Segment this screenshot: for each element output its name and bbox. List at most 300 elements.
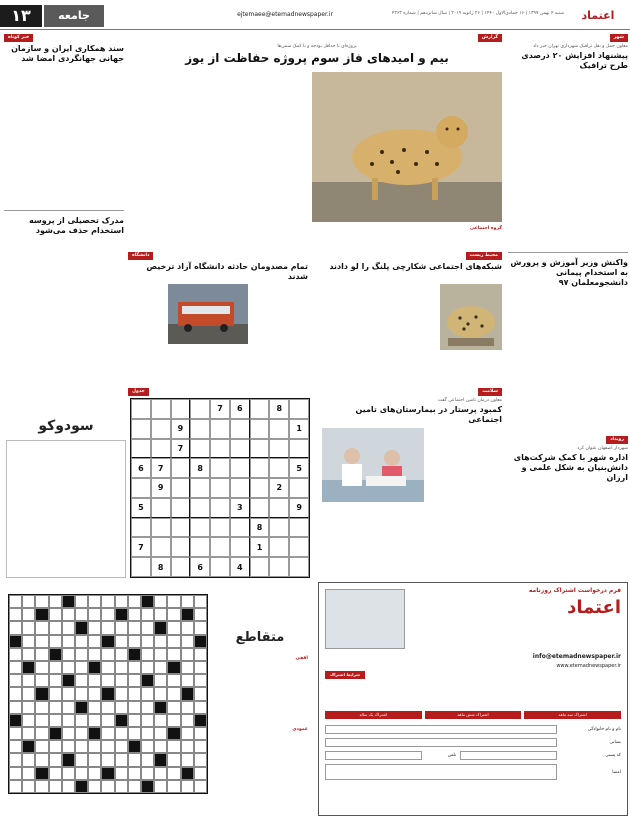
sudoku-cell[interactable] — [210, 458, 230, 478]
crossword-cell[interactable] — [49, 714, 62, 727]
crossword-cell[interactable] — [88, 648, 101, 661]
crossword-cell[interactable] — [88, 674, 101, 687]
name-field[interactable] — [325, 725, 557, 734]
sudoku-cell[interactable] — [230, 458, 250, 478]
sudoku-cell[interactable] — [250, 419, 270, 439]
signature-field[interactable] — [325, 764, 557, 780]
crossword-cell[interactable] — [35, 780, 48, 793]
crossword-cell[interactable] — [115, 621, 128, 634]
sudoku-cell[interactable] — [151, 518, 171, 538]
health-body2 — [322, 506, 424, 578]
crossword-cell[interactable] — [35, 595, 48, 608]
crossword-cell[interactable] — [194, 621, 207, 634]
crossword-cell[interactable] — [75, 595, 88, 608]
sudoku-cell[interactable] — [289, 478, 309, 498]
crossword-cell[interactable] — [167, 687, 180, 700]
crossword-cell[interactable] — [181, 740, 194, 753]
crossword-cell[interactable] — [35, 753, 48, 766]
crossword-cell[interactable] — [115, 753, 128, 766]
crossword-black-cell — [101, 687, 114, 700]
tag-city: شهر — [610, 34, 628, 42]
plan-quarterly[interactable]: اشتراک سه ماهه — [524, 711, 621, 719]
phone-field[interactable] — [325, 751, 422, 760]
crossword-cell[interactable] — [194, 608, 207, 621]
crossword-cell[interactable] — [9, 753, 22, 766]
crossword-cell[interactable] — [35, 648, 48, 661]
crossword-cell[interactable] — [62, 661, 75, 674]
crossword-cell[interactable] — [62, 701, 75, 714]
sudoku-cell[interactable]: 7 — [171, 439, 191, 459]
section-email[interactable]: ejtemaee@etemadnewspaper.ir — [237, 11, 333, 18]
sudoku-cell[interactable] — [210, 537, 230, 557]
crossword-cell[interactable] — [154, 714, 167, 727]
page-header — [0, 0, 630, 30]
crossword-cell[interactable] — [181, 753, 194, 766]
sudoku-cell[interactable] — [269, 498, 289, 518]
crossword-cell[interactable] — [62, 740, 75, 753]
crossword-cell[interactable] — [154, 740, 167, 753]
plan-yearly[interactable]: اشتراک یک ساله — [325, 711, 422, 719]
crossword-cell[interactable] — [49, 767, 62, 780]
sudoku-cell[interactable] — [289, 399, 309, 419]
sudoku-cell[interactable] — [210, 439, 230, 459]
crossword-cell[interactable] — [128, 753, 141, 766]
crossword-black-cell — [141, 674, 154, 687]
crossword-cell[interactable] — [167, 740, 180, 753]
crossword-cell[interactable] — [128, 767, 141, 780]
crossword-cell[interactable] — [167, 753, 180, 766]
crossword-cell[interactable] — [128, 635, 141, 648]
sudoku-cell[interactable] — [230, 419, 250, 439]
crossword-grid[interactable] — [8, 594, 208, 794]
crossword-cell[interactable] — [154, 608, 167, 621]
sudoku-cell[interactable] — [269, 419, 289, 439]
crossword-cell[interactable] — [101, 727, 114, 740]
crossword-black-cell — [115, 608, 128, 621]
crossword-cell[interactable] — [22, 674, 35, 687]
crossword-cell[interactable] — [115, 767, 128, 780]
crossword-cell[interactable] — [154, 595, 167, 608]
crossword-cell[interactable] — [35, 714, 48, 727]
crossword-cell[interactable] — [141, 714, 154, 727]
crossword-cell[interactable] — [88, 767, 101, 780]
crossword-cell[interactable] — [141, 767, 154, 780]
crossword-cell[interactable] — [75, 635, 88, 648]
sudoku-cell[interactable]: 7 — [151, 458, 171, 478]
crossword-cell[interactable] — [49, 621, 62, 634]
crossword-cell[interactable] — [9, 767, 22, 780]
crossword-cell[interactable] — [88, 753, 101, 766]
crossword-cell[interactable] — [75, 740, 88, 753]
crossword-cell[interactable] — [141, 740, 154, 753]
crossword-cell[interactable] — [101, 714, 114, 727]
crossword-cell[interactable] — [115, 595, 128, 608]
crossword-cell[interactable] — [154, 648, 167, 661]
crossword-cell[interactable] — [167, 767, 180, 780]
sudoku-cell[interactable] — [131, 439, 151, 459]
subscription-terms-button[interactable]: شرایط اشتراک — [325, 671, 365, 679]
crossword-black-cell — [22, 661, 35, 674]
crossword-cell[interactable] — [128, 595, 141, 608]
sudoku-cell[interactable] — [131, 419, 151, 439]
plan-half-year[interactable]: اشتراک شش ماهه — [425, 711, 522, 719]
sudoku-cell[interactable] — [289, 439, 309, 459]
crossword-cell[interactable] — [167, 780, 180, 793]
crossword-cell[interactable] — [101, 621, 114, 634]
crossword-cell[interactable] — [181, 635, 194, 648]
crossword-cell[interactable] — [167, 595, 180, 608]
crossword-cell[interactable] — [75, 687, 88, 700]
sudoku-cell[interactable]: 1 — [250, 537, 270, 557]
crossword-cell[interactable] — [35, 674, 48, 687]
crossword-cell[interactable] — [101, 701, 114, 714]
crossword-cell[interactable] — [115, 687, 128, 700]
sudoku-cell[interactable] — [151, 439, 171, 459]
crossword-cell[interactable] — [9, 608, 22, 621]
sudoku-cell[interactable]: 1 — [289, 419, 309, 439]
crossword-cell[interactable] — [154, 661, 167, 674]
crossword-cell[interactable] — [35, 661, 48, 674]
sudoku-cell[interactable]: 3 — [230, 498, 250, 518]
sudoku-cell[interactable] — [210, 498, 230, 518]
crossword-cell[interactable] — [22, 767, 35, 780]
crossword-cell[interactable] — [22, 687, 35, 700]
crossword-cell[interactable] — [128, 661, 141, 674]
crossword-cell[interactable] — [128, 727, 141, 740]
sudoku-cell[interactable] — [190, 537, 210, 557]
crossword-cell[interactable] — [62, 714, 75, 727]
sudoku-cell[interactable]: 2 — [269, 478, 289, 498]
crossword-cell[interactable] — [35, 621, 48, 634]
crossword-cell[interactable] — [9, 621, 22, 634]
crossword-cell[interactable] — [194, 648, 207, 661]
crossword-cell[interactable] — [88, 595, 101, 608]
crossword-cell[interactable] — [181, 648, 194, 661]
sudoku-cell[interactable] — [289, 518, 309, 538]
horizontal-clues — [212, 663, 308, 723]
sudoku-cell[interactable] — [250, 478, 270, 498]
crossword-cell[interactable] — [154, 635, 167, 648]
crossword-cell[interactable] — [9, 661, 22, 674]
crossword-cell[interactable] — [88, 714, 101, 727]
crossword-cell[interactable] — [101, 648, 114, 661]
crossword-cell[interactable] — [101, 753, 114, 766]
crossword-cell[interactable] — [128, 780, 141, 793]
crossword-cell[interactable] — [194, 595, 207, 608]
crossword-cell[interactable] — [194, 767, 207, 780]
sudoku-cell[interactable] — [289, 557, 309, 577]
sudoku-cell[interactable] — [250, 439, 270, 459]
crossword-cell[interactable] — [115, 661, 128, 674]
crossword-cell[interactable] — [194, 727, 207, 740]
crossword-cell[interactable] — [62, 608, 75, 621]
crossword-cell[interactable] — [141, 727, 154, 740]
crossword-cell[interactable] — [101, 780, 114, 793]
sudoku-cell[interactable]: 8 — [250, 518, 270, 538]
crossword-cell[interactable] — [22, 595, 35, 608]
crossword-cell[interactable] — [128, 674, 141, 687]
sudoku-cell[interactable] — [269, 458, 289, 478]
crossword-cell[interactable] — [49, 635, 62, 648]
crossword-cell[interactable] — [194, 701, 207, 714]
sudoku-cell[interactable] — [269, 537, 289, 557]
sudoku-cell[interactable]: 5 — [131, 498, 151, 518]
crossword-cell[interactable] — [49, 701, 62, 714]
crossword-cell[interactable] — [141, 635, 154, 648]
crossword-cell[interactable] — [49, 740, 62, 753]
sudoku-cell[interactable] — [171, 498, 191, 518]
crossword-cell[interactable] — [115, 740, 128, 753]
sudoku-cell[interactable] — [151, 399, 171, 419]
crossword-cell[interactable] — [194, 661, 207, 674]
crossword-cell[interactable] — [62, 621, 75, 634]
sudoku-cell[interactable] — [131, 399, 151, 419]
crossword-cell[interactable] — [141, 608, 154, 621]
sudoku-cell[interactable] — [269, 557, 289, 577]
crossword-cell[interactable] — [9, 595, 22, 608]
crossword-cell[interactable] — [167, 648, 180, 661]
crossword-cell[interactable] — [154, 767, 167, 780]
crossword-cell[interactable] — [115, 648, 128, 661]
sudoku-cell[interactable]: 8 — [190, 458, 210, 478]
crossword-cell[interactable] — [35, 635, 48, 648]
crossword-cell[interactable] — [194, 753, 207, 766]
crossword-cell[interactable] — [62, 780, 75, 793]
crossword-cell[interactable] — [88, 701, 101, 714]
crossword-cell[interactable] — [141, 621, 154, 634]
crossword-cell[interactable] — [88, 780, 101, 793]
crossword-cell[interactable] — [62, 727, 75, 740]
sudoku-cell[interactable] — [230, 518, 250, 538]
crossword-cell[interactable] — [75, 767, 88, 780]
crossword-cell[interactable] — [181, 714, 194, 727]
sudoku-cell[interactable] — [230, 478, 250, 498]
crossword-cell[interactable] — [141, 648, 154, 661]
sudoku-cell[interactable] — [230, 439, 250, 459]
sudoku-cell[interactable] — [269, 518, 289, 538]
subscription-website[interactable]: www.etemadnewspaper.ir — [556, 663, 621, 669]
crossword-cell[interactable] — [167, 674, 180, 687]
postal-code-field[interactable] — [460, 751, 557, 760]
crossword-cell[interactable] — [9, 701, 22, 714]
sudoku-cell[interactable] — [190, 419, 210, 439]
subscription-email[interactable]: info@etemadnewspaper.ir — [532, 653, 621, 660]
sudoku-cell[interactable]: 9 — [171, 419, 191, 439]
sudoku-cell[interactable] — [131, 557, 151, 577]
crossword-cell[interactable] — [101, 740, 114, 753]
sudoku-cell[interactable] — [190, 478, 210, 498]
crossword-cell[interactable] — [181, 780, 194, 793]
sudoku-cell[interactable] — [250, 557, 270, 577]
crossword-cell[interactable] — [115, 780, 128, 793]
crossword-cell[interactable] — [22, 714, 35, 727]
crossword-cell[interactable] — [88, 608, 101, 621]
crossword-cell[interactable] — [9, 648, 22, 661]
main-byline: گروه اجتماعی — [469, 226, 502, 231]
crossword-cell[interactable] — [75, 661, 88, 674]
sudoku-cell[interactable] — [190, 439, 210, 459]
crossword-cell[interactable] — [115, 701, 128, 714]
crossword-cell[interactable] — [35, 740, 48, 753]
crossword-cell[interactable] — [167, 608, 180, 621]
sudoku-cell[interactable] — [289, 537, 309, 557]
crossword-cell[interactable] — [88, 635, 101, 648]
sudoku-cell[interactable]: 9 — [151, 478, 171, 498]
crossword-black-cell — [49, 648, 62, 661]
health-story — [322, 398, 502, 425]
crossword-cell[interactable] — [75, 674, 88, 687]
sudoku-cell[interactable] — [131, 478, 151, 498]
crossword-cell[interactable] — [181, 701, 194, 714]
crossword-cell[interactable] — [9, 727, 22, 740]
sudoku-cell[interactable] — [171, 458, 191, 478]
crossword-cell[interactable] — [181, 621, 194, 634]
sudoku-cell[interactable]: 9 — [289, 498, 309, 518]
crossword-cell[interactable] — [101, 661, 114, 674]
crossword-cell[interactable] — [154, 780, 167, 793]
crossword-cell[interactable] — [194, 674, 207, 687]
crossword-cell[interactable] — [181, 595, 194, 608]
nurse-photo — [322, 428, 424, 502]
sudoku-cell[interactable] — [190, 399, 210, 419]
sudoku-cell[interactable] — [151, 419, 171, 439]
crossword-cell[interactable] — [167, 714, 180, 727]
crossword-cell[interactable] — [194, 780, 207, 793]
crossword-cell[interactable] — [141, 661, 154, 674]
crossword-cell[interactable] — [35, 727, 48, 740]
sudoku-cell[interactable] — [151, 498, 171, 518]
sudoku-cell[interactable]: 8 — [151, 557, 171, 577]
crossword-cell[interactable] — [49, 674, 62, 687]
sudoku-cell[interactable] — [210, 478, 230, 498]
crossword-cell[interactable] — [75, 608, 88, 621]
crossword-cell[interactable] — [9, 780, 22, 793]
sudoku-cell[interactable]: 7 — [131, 537, 151, 557]
crossword-cell[interactable] — [115, 674, 128, 687]
crossword-cell[interactable] — [22, 780, 35, 793]
crossword-cell[interactable] — [88, 687, 101, 700]
crossword-cell[interactable] — [88, 740, 101, 753]
crossword-cell[interactable] — [167, 701, 180, 714]
sudoku-cell[interactable] — [210, 419, 230, 439]
crossword-cell[interactable] — [128, 714, 141, 727]
crossword-cell[interactable] — [141, 701, 154, 714]
crossword-cell[interactable] — [101, 595, 114, 608]
crossword-cell[interactable] — [9, 740, 22, 753]
plans-row — [325, 711, 621, 719]
crossword-cell[interactable] — [141, 753, 154, 766]
crossword-cell[interactable] — [128, 687, 141, 700]
crossword-cell[interactable] — [154, 687, 167, 700]
crossword-cell[interactable] — [115, 635, 128, 648]
sudoku-cell[interactable] — [131, 518, 151, 538]
main-story-body — [132, 226, 502, 255]
crossword-cell[interactable] — [88, 621, 101, 634]
crossword-cell[interactable] — [22, 635, 35, 648]
crossword-cell[interactable] — [62, 648, 75, 661]
crossword-cell[interactable] — [49, 780, 62, 793]
crossword-cell[interactable] — [128, 621, 141, 634]
university-headline: تمام مصدومان حادثه دانشگاه آزاد ترخیص شدند — [146, 262, 308, 281]
crossword-cell[interactable] — [22, 701, 35, 714]
crossword-cell[interactable] — [22, 608, 35, 621]
crossword-cell[interactable] — [75, 648, 88, 661]
crossword-cell[interactable] — [141, 687, 154, 700]
sudoku-cell[interactable] — [250, 458, 270, 478]
sudoku-cell[interactable]: 6 — [131, 458, 151, 478]
crossword-cell[interactable] — [75, 753, 88, 766]
health-col — [428, 428, 502, 578]
crossword-cell[interactable] — [62, 767, 75, 780]
crossword-cell[interactable] — [49, 608, 62, 621]
crossword-cell[interactable] — [75, 714, 88, 727]
sudoku-cell[interactable] — [250, 399, 270, 419]
sudoku-cell[interactable] — [269, 439, 289, 459]
health-body — [428, 428, 502, 578]
crossword-cell[interactable] — [194, 740, 207, 753]
crossword-cell[interactable] — [75, 727, 88, 740]
crossword-cell[interactable] — [62, 635, 75, 648]
crossword-cell[interactable] — [49, 661, 62, 674]
crossword-cell[interactable] — [101, 608, 114, 621]
crossword-cell[interactable] — [181, 674, 194, 687]
crossword-cell[interactable] — [115, 727, 128, 740]
crossword-cell[interactable] — [22, 753, 35, 766]
sudoku-cell[interactable]: 4 — [230, 557, 250, 577]
sudoku-cell[interactable] — [171, 399, 191, 419]
crossword-cell[interactable] — [62, 687, 75, 700]
sudoku-cell[interactable] — [171, 478, 191, 498]
sudoku-cell[interactable] — [190, 498, 210, 518]
sudoku-cell[interactable] — [210, 518, 230, 538]
crossword-cell[interactable] — [154, 674, 167, 687]
crossword-cell[interactable] — [35, 701, 48, 714]
sudoku-cell[interactable] — [171, 537, 191, 557]
address-field[interactable] — [325, 738, 557, 747]
sudoku-cell[interactable]: 5 — [289, 458, 309, 478]
crossword-cell[interactable] — [101, 674, 114, 687]
sudoku-cell[interactable] — [190, 518, 210, 538]
sudoku-cell[interactable]: 6 — [190, 557, 210, 577]
crossword-cell[interactable] — [9, 674, 22, 687]
crossword-cell[interactable] — [22, 621, 35, 634]
sudoku-cell[interactable] — [230, 537, 250, 557]
crossword-cell[interactable] — [9, 687, 22, 700]
crossword-cell[interactable] — [128, 701, 141, 714]
sudoku-cell[interactable] — [151, 537, 171, 557]
crossword-cell[interactable] — [49, 687, 62, 700]
crossword-cell[interactable] — [22, 648, 35, 661]
crossword-cell[interactable] — [128, 608, 141, 621]
sudoku-cell[interactable] — [171, 557, 191, 577]
sudoku-cell[interactable] — [171, 518, 191, 538]
crossword-cell[interactable] — [167, 635, 180, 648]
crossword-cell[interactable] — [181, 661, 194, 674]
sudoku-cell[interactable]: 7 — [210, 399, 230, 419]
sudoku-cell[interactable] — [250, 498, 270, 518]
crossword-cell[interactable] — [49, 753, 62, 766]
crossword-cell[interactable] — [167, 621, 180, 634]
sudoku-cell[interactable]: 6 — [230, 399, 250, 419]
crossword-cell[interactable] — [22, 727, 35, 740]
crossword-cell[interactable] — [49, 595, 62, 608]
crossword-cell[interactable] — [154, 727, 167, 740]
sudoku-cell[interactable] — [210, 557, 230, 577]
crossword-cell[interactable] — [181, 727, 194, 740]
crossword-cell[interactable] — [194, 687, 207, 700]
sudoku-grid[interactable] — [130, 398, 310, 578]
sudoku-cell[interactable]: 8 — [269, 399, 289, 419]
